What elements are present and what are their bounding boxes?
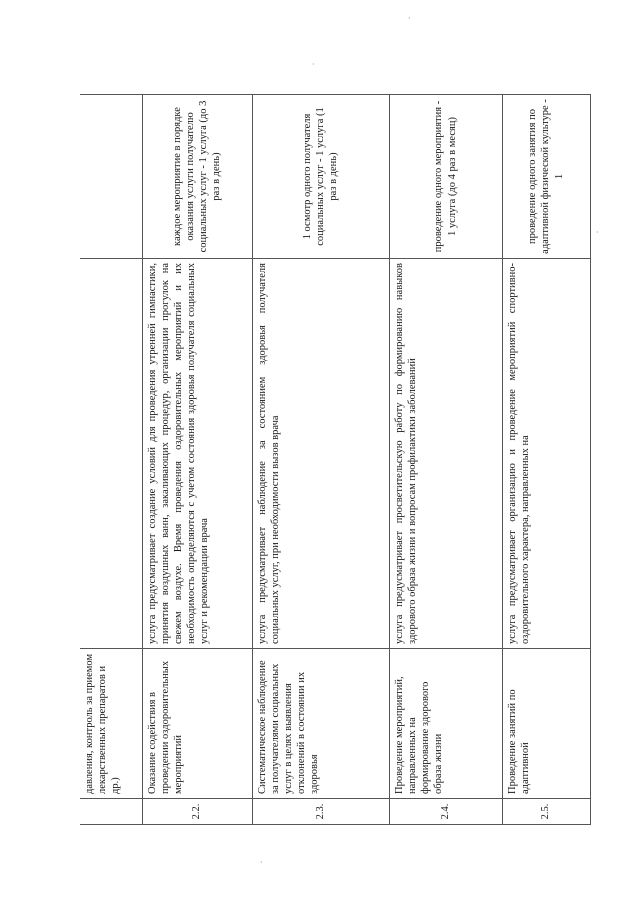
service-description xyxy=(80,259,142,649)
row-number: 2.2. xyxy=(142,799,252,825)
page-content xyxy=(80,95,590,825)
row-number xyxy=(80,799,142,825)
table-row xyxy=(502,95,590,825)
service-name: Проведение мероприятий, направленных на формирование здорового образа жизни xyxy=(389,649,502,799)
service-norm: проведение одного занятия по адаптивной физической культуре - 1 xyxy=(502,95,590,259)
service-description: услуга предусматривает наблюдение за состоянием здоровья получателя социальных услуг, при необходимости вызов врача xyxy=(252,259,389,649)
rotated-table-wrapper xyxy=(80,95,590,825)
service-name: давления, контроль за приемом лекарственных препаратов и др.) xyxy=(80,649,142,799)
service-norm: каждое мероприятие в порядке оказания услуги получателю социальных услуг - 1 услуга (до 3 раз в день) xyxy=(142,95,252,259)
row-number: 2.4. xyxy=(389,799,502,825)
service-norm: проведение одного мероприятия - 1 услуга (до 4 раз в месяц) xyxy=(389,95,502,259)
row-number: 2.5. xyxy=(502,799,590,825)
service-norm: 1 осмотр одного получателя социальных услуг - 1 услуга (1 раз в день) xyxy=(252,95,389,259)
scan-speck: · xyxy=(260,858,263,867)
service-name: Систематическое наблюдение за получателями социальных услуг в целях выявления отклонений в состоянии их здоровья xyxy=(252,649,389,799)
service-name: Проведение занятий по адаптивной xyxy=(502,649,590,799)
service-description: услуга предусматривает просветительскую работу по формированию навыков здорового образа жизни и вопросам профилактики заболеваний xyxy=(389,259,502,649)
scan-speck: · xyxy=(408,14,411,23)
table-row xyxy=(389,95,502,825)
scan-speck: · xyxy=(596,228,599,237)
service-description: услуга предусматривает создание условий для проведения утренней гимнастики, принятия воздушных ванн, закаливающих процедур, организации прогулок на свежем воздухе. Время проведения оздоровительных мероприятий и их необходимость определяются с учетом состояния здоровья получателя социальных услуг и рекомендации врача xyxy=(142,259,252,649)
service-name: Оказание содействия в проведении оздоровительных мероприятий xyxy=(142,649,252,799)
table-row xyxy=(80,95,142,825)
service-description: услуга предусматривает организацию и проведение мероприятий спортивно-оздоровительного характера, направленных на xyxy=(502,259,590,649)
scan-speck: · xyxy=(312,60,315,69)
services-table xyxy=(80,94,591,825)
table-row xyxy=(252,95,389,825)
table-row xyxy=(142,95,252,825)
row-number: 2.3. xyxy=(252,799,389,825)
service-norm xyxy=(80,95,142,259)
